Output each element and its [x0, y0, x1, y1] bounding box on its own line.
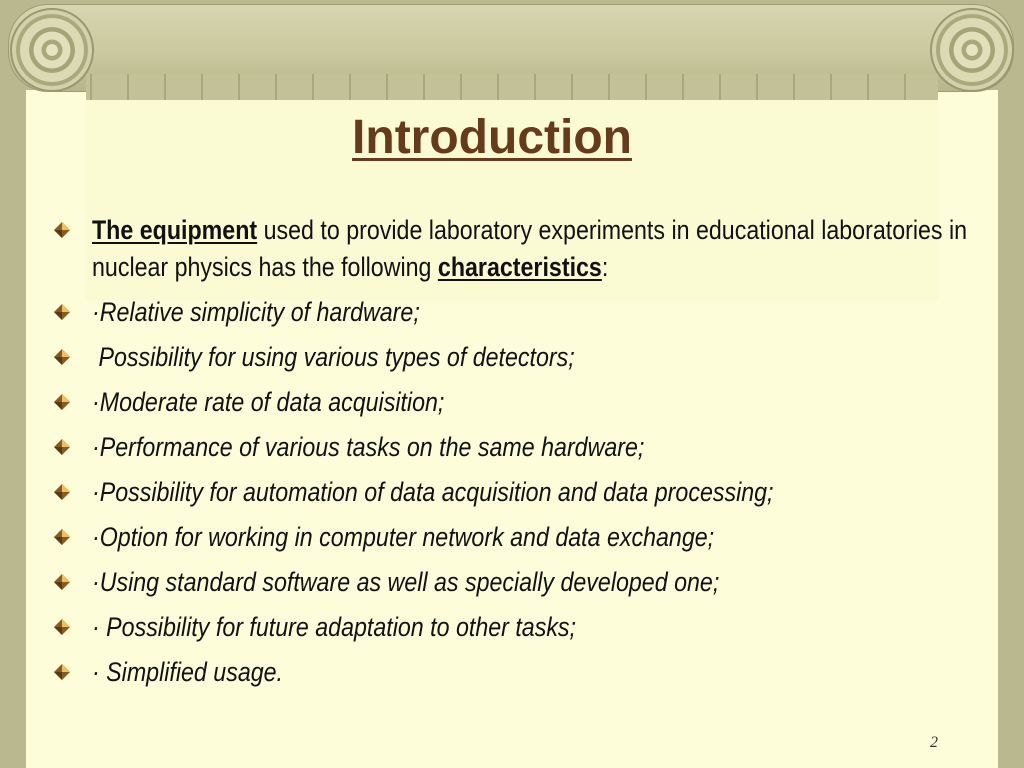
list-item	[50, 654, 990, 691]
item-text: ·Performance of various tasks on the same hardware;	[92, 432, 645, 462]
list-item	[50, 294, 990, 331]
item-text: ·Option for working in computer network and data exchange;	[92, 522, 715, 552]
page-number: 2	[930, 734, 938, 751]
list-item	[50, 339, 990, 376]
list-item	[50, 609, 990, 646]
intro-tail: :	[601, 252, 609, 282]
diamond-bullet-icon	[54, 484, 70, 500]
item-text: ·Possibility for automation of data acquisition and data processing;	[92, 477, 774, 507]
item-text: Possibility for using various types of detectors;	[92, 342, 575, 372]
diamond-bullet-icon	[54, 304, 70, 320]
diamond-bullet-icon	[54, 222, 70, 238]
list-item	[50, 429, 990, 466]
item-text: ·Using standard software as well as specially developed one;	[92, 567, 720, 597]
diamond-bullet-icon	[54, 349, 70, 365]
list-item	[50, 474, 990, 511]
item-text: ·Moderate rate of data acquisition;	[92, 387, 445, 417]
diamond-bullet-icon	[54, 664, 70, 680]
intro-middle: used to provide laboratory experiments in educational laboratories in nuclear physics has the following	[92, 215, 968, 282]
item-text: ·Relative simplicity of hardware;	[92, 297, 420, 327]
volute-left-icon	[10, 8, 94, 92]
diamond-bullet-icon	[54, 574, 70, 590]
volute-right-icon	[930, 8, 1014, 92]
item-text: · Simplified usage.	[92, 657, 284, 687]
item-text: · Possibility for future adaptation to other tasks;	[92, 612, 576, 642]
bullet-list	[50, 212, 990, 699]
diamond-bullet-icon	[54, 394, 70, 410]
list-item	[50, 384, 990, 421]
intro-keyword: characteristics	[437, 252, 602, 282]
intro-text	[92, 212, 986, 286]
diamond-bullet-icon	[54, 529, 70, 545]
list-item	[50, 564, 990, 601]
capital-beading	[86, 74, 938, 100]
diamond-bullet-icon	[54, 439, 70, 455]
slide-title: Introduction	[352, 111, 632, 164]
list-item	[50, 212, 990, 286]
diamond-bullet-icon	[54, 619, 70, 635]
list-item	[50, 519, 990, 556]
intro-lead: The equipment	[92, 215, 258, 245]
